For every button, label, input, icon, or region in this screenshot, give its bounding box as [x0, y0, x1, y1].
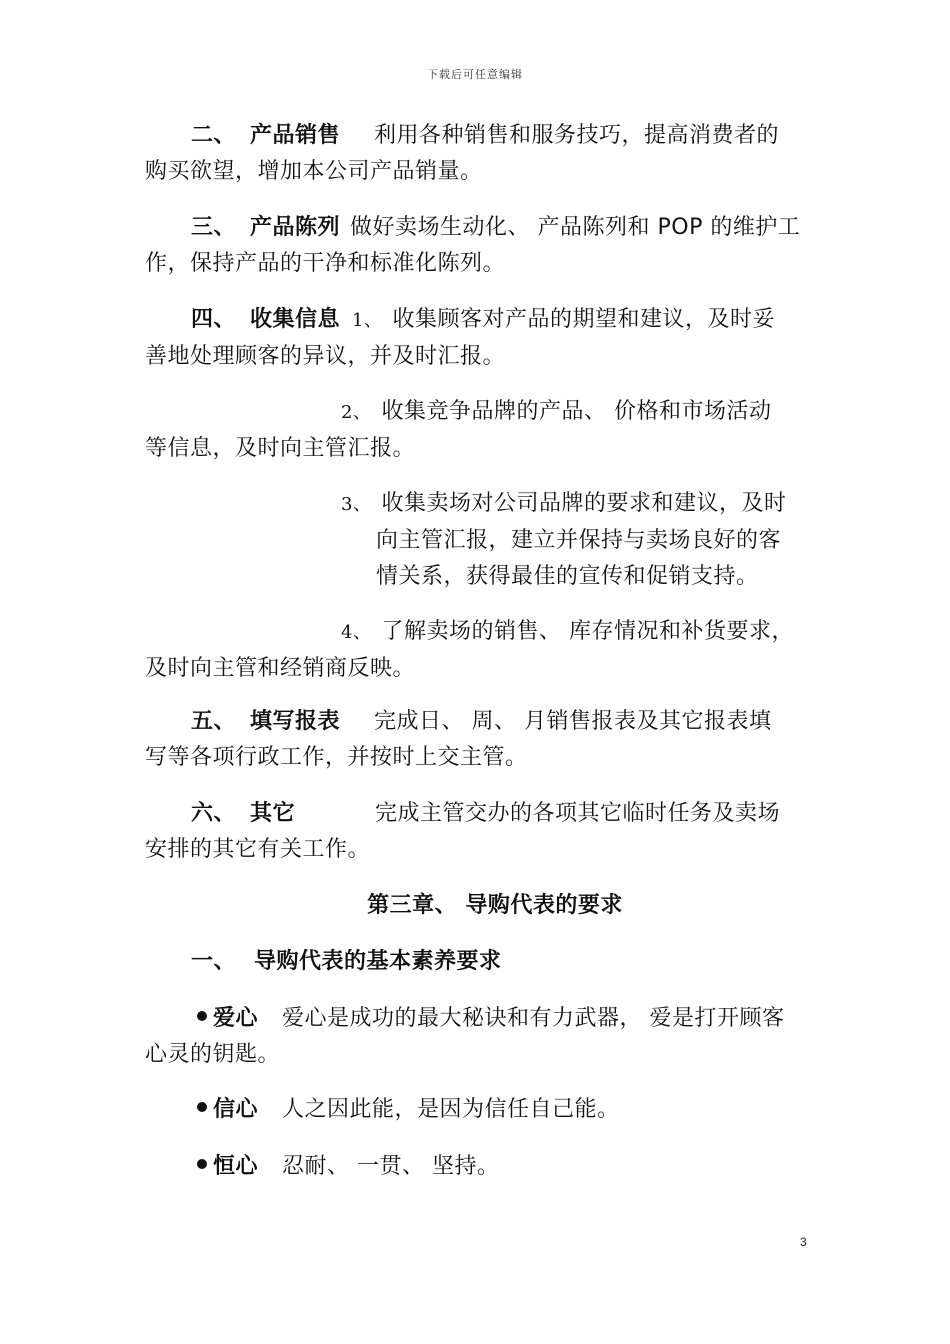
section-text: 利用各种销售和服务技巧，提高消费者的: [374, 123, 780, 148]
quality-love: [145, 1001, 805, 1073]
section-title: 其它: [250, 801, 296, 826]
item-text: 收集顾客对产品的期望和建议，及时妥: [392, 307, 775, 332]
page-number: 3: [800, 1235, 807, 1249]
section-other: [145, 796, 805, 868]
collect-info-item-4: [145, 614, 805, 687]
quality-confidence: [145, 1092, 805, 1128]
section-title: 收集信息: [250, 307, 341, 332]
quality-term: 信心: [213, 1097, 259, 1122]
item-number: 1、: [352, 310, 383, 331]
subsection-heading: [145, 944, 805, 980]
section-label: 六、: [191, 801, 237, 826]
section-product-sales: [145, 118, 805, 190]
section-label: 五、: [191, 709, 237, 734]
header-watermark: 下载后可任意编辑: [427, 68, 523, 81]
item-number: 4、: [341, 622, 372, 643]
bullet-icon: [197, 1102, 207, 1112]
section-fill-reports: [145, 704, 805, 776]
item-text: 情关系，获得最佳的宣传和促销支持。: [376, 564, 759, 589]
section-label: 四、: [191, 307, 237, 332]
section-text: 购买欲望，增加本公司产品销量。: [145, 159, 483, 184]
bullet-icon: [197, 1159, 207, 1169]
section-text: 完成日、 周、 月销售报表及其它报表填: [374, 709, 772, 734]
subsection-label: 一、: [191, 949, 237, 974]
quality-text: 人之因此能，是因为信任自己能。: [282, 1097, 620, 1122]
quality-term: 爱心: [213, 1006, 259, 1031]
section-text: 做好卖场生动化、 产品陈列和 POP 的维护工: [350, 215, 801, 240]
section-collect-info: [145, 302, 805, 375]
item-text: 及时向主管和经销商反映。: [145, 656, 416, 681]
item-text: 等信息，及时向主管汇报。: [145, 436, 416, 461]
section-label: 三、: [191, 215, 237, 240]
quality-text: 忍耐、 一贯、 坚持。: [282, 1154, 500, 1179]
quality-text: 爱心是成功的最大秘诀和有力武器， 爱是打开顾客: [282, 1006, 785, 1031]
item-text: 善地处理顾客的异议，并及时汇报。: [145, 344, 506, 369]
section-title: 产品销售: [250, 123, 341, 148]
bullet-icon: [197, 1011, 207, 1021]
collect-info-item-2: [145, 394, 805, 467]
section-text: 写等各项行政工作，并按时上交主管。: [145, 745, 528, 770]
section-text: 安排的其它有关工作。: [145, 837, 371, 862]
section-title: 产品陈列: [250, 215, 341, 240]
section-label: 二、: [191, 123, 237, 148]
quality-perseverance: [145, 1149, 805, 1185]
section-title: 填写报表: [250, 709, 341, 734]
item-number: 2、: [341, 402, 372, 423]
quality-text: 心灵的钥匙。: [145, 1042, 281, 1067]
section-text: 完成主管交办的各项其它临时任务及卖场: [375, 801, 781, 826]
item-text: 收集卖场对公司品牌的要求和建议，及时: [381, 491, 787, 516]
item-text: 了解卖场的销售、 库存情况和补货要求，: [381, 619, 794, 644]
quality-term: 恒心: [213, 1154, 259, 1179]
item-text: 向主管汇报，建立并保持与卖场良好的客: [376, 528, 782, 553]
item-number: 3、: [341, 494, 372, 515]
chapter-title: 第三章、 导购代表的要求: [367, 893, 623, 918]
subsection-title: 导购代表的基本素养要求: [254, 949, 502, 974]
collect-info-item-3: [145, 486, 805, 595]
section-product-display: [145, 210, 805, 282]
item-text: 收集竞争品牌的产品、 价格和市场活动: [381, 399, 772, 424]
section-text: 作，保持产品的干净和标准化陈列。: [145, 251, 506, 276]
